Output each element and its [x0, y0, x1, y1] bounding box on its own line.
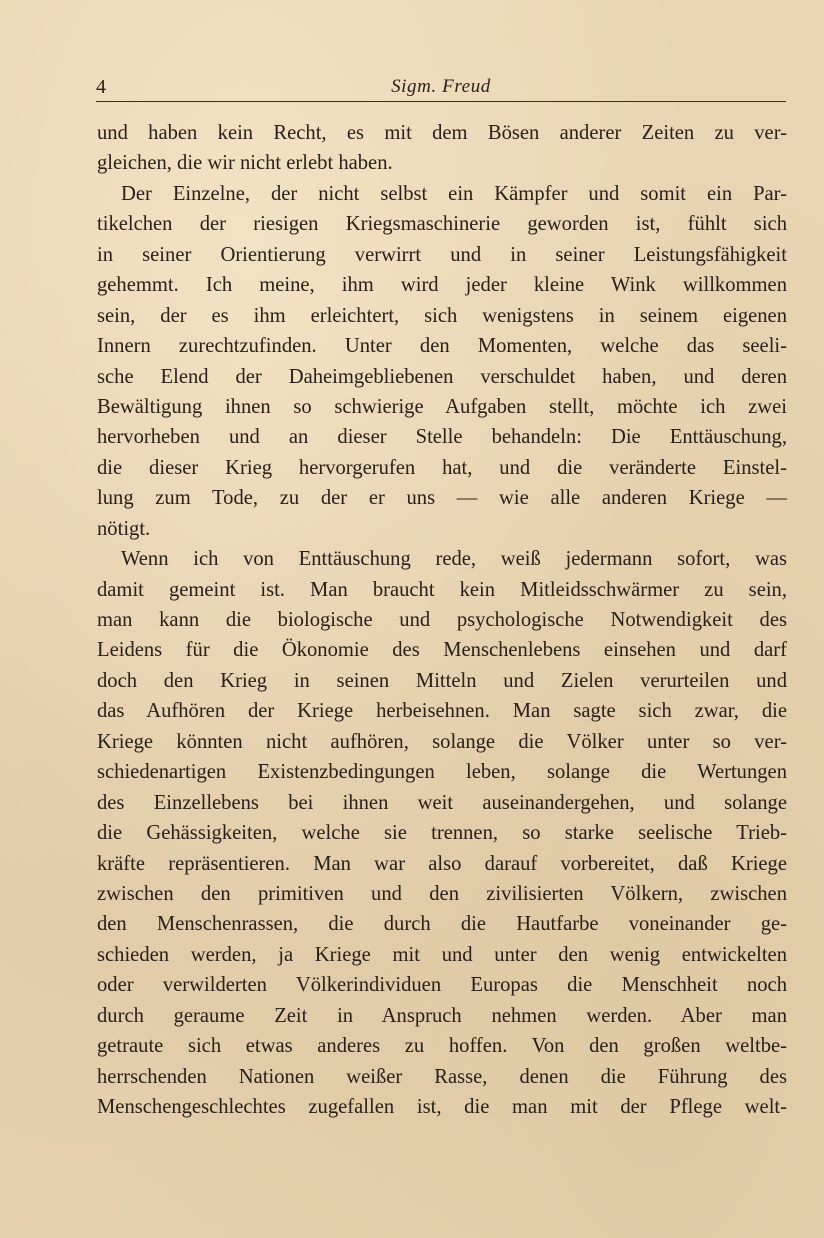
text-line: lung zum Tode, zu der er uns — wie alle anderen Kriege —	[97, 487, 787, 510]
text-line: schiedenartigen Existenzbedingungen leben, solange die Wertungen	[97, 761, 787, 784]
text-line: sche Elend der Daheimgebliebenen verschuldet haben, und deren	[97, 365, 787, 388]
text-line: des Einzellebens bei ihnen weit auseinandergehen, und solange	[97, 791, 787, 814]
text-line: nötigt.	[97, 517, 151, 540]
text-line: getraute sich etwas anderes zu hoffen. Von den großen weltbe-	[97, 1035, 787, 1058]
running-title: Sigm. Freud	[391, 76, 491, 97]
text-line: gleichen, die wir nicht erlebt haben.	[97, 152, 393, 175]
header-rule	[96, 101, 786, 102]
text-line: die Gehässigkeiten, welche sie trennen, so starke seelische Trieb-	[97, 822, 787, 845]
text-line: den Menschenrassen, die durch die Hautfarbe voneinander ge-	[97, 913, 787, 936]
text-line: und haben kein Recht, es mit dem Bösen anderer Zeiten zu ver-	[97, 122, 787, 144]
text-line: Der Einzelne, der nicht selbst ein Kämpfer und somit ein Par-	[121, 182, 787, 205]
text-line: man kann die biologische und psychologische Notwendigkeit des	[97, 609, 787, 631]
text-line: zwischen den primitiven und den zivilisierten Völkern, zwischen	[97, 882, 787, 905]
text-line: doch den Krieg in seinen Mitteln und Zielen verurteilen und	[97, 669, 787, 692]
text-line: kräfte repräsentieren. Man war also darauf vorbereitet, daß Kriege	[97, 852, 787, 875]
text-line: hervorheben und an dieser Stelle behandeln: Die Enttäuschung,	[97, 426, 787, 449]
text-line: schieden werden, ja Kriege mit und unter den wenig entwickelten	[97, 943, 787, 966]
text-line: in seiner Orientierung verwirrt und in seiner Leistungsfähigkeit	[97, 243, 787, 266]
text-line: Innern zurechtzufinden. Unter den Momenten, welche das seeli-	[97, 335, 787, 358]
text-line: tikelchen der riesigen Kriegsmaschinerie geworden ist, fühlt sich	[97, 213, 787, 236]
text-line: Menschengeschlechtes zugefallen ist, die man mit der Pflege welt-	[97, 1096, 787, 1118]
text-line: Bewältigung ihnen so schwierige Aufgaben stellt, möchte ich zwei	[97, 395, 787, 418]
text-line: durch geraume Zeit in Anspruch nehmen werden. Aber man	[97, 1004, 787, 1027]
text-line: Leidens für die Ökonomie des Menschenlebens einsehen und darf	[97, 639, 787, 662]
text-line: gehemmt. Ich meine, ihm wird jeder kleine Wink willkommen	[97, 274, 787, 297]
text-line: damit gemeint ist. Man braucht kein Mitleidsschwärmer zu sein,	[97, 578, 787, 601]
body-text	[97, 118, 787, 1122]
text-line: die dieser Krieg hervorgerufen hat, und die veränderte Einstel-	[97, 456, 787, 479]
text-line: oder verwilderten Völkerindividuen Europas die Menschheit noch	[97, 974, 787, 997]
text-line: Kriege könnten nicht aufhören, solange die Völker unter so ver-	[97, 730, 787, 753]
text-line: sein, der es ihm erleichtert, sich wenigstens in seinem eigenen	[97, 304, 787, 327]
page-header	[96, 74, 786, 102]
text-line: Wenn ich von Enttäuschung rede, weiß jedermann sofort, was	[121, 548, 787, 571]
text-line: das Aufhören der Kriege herbeisehnen. Man sagte sich zwar, die	[97, 700, 787, 723]
text-line: herrschenden Nationen weißer Rasse, denen die Führung des	[97, 1065, 787, 1088]
page-number: 4	[96, 76, 107, 98]
